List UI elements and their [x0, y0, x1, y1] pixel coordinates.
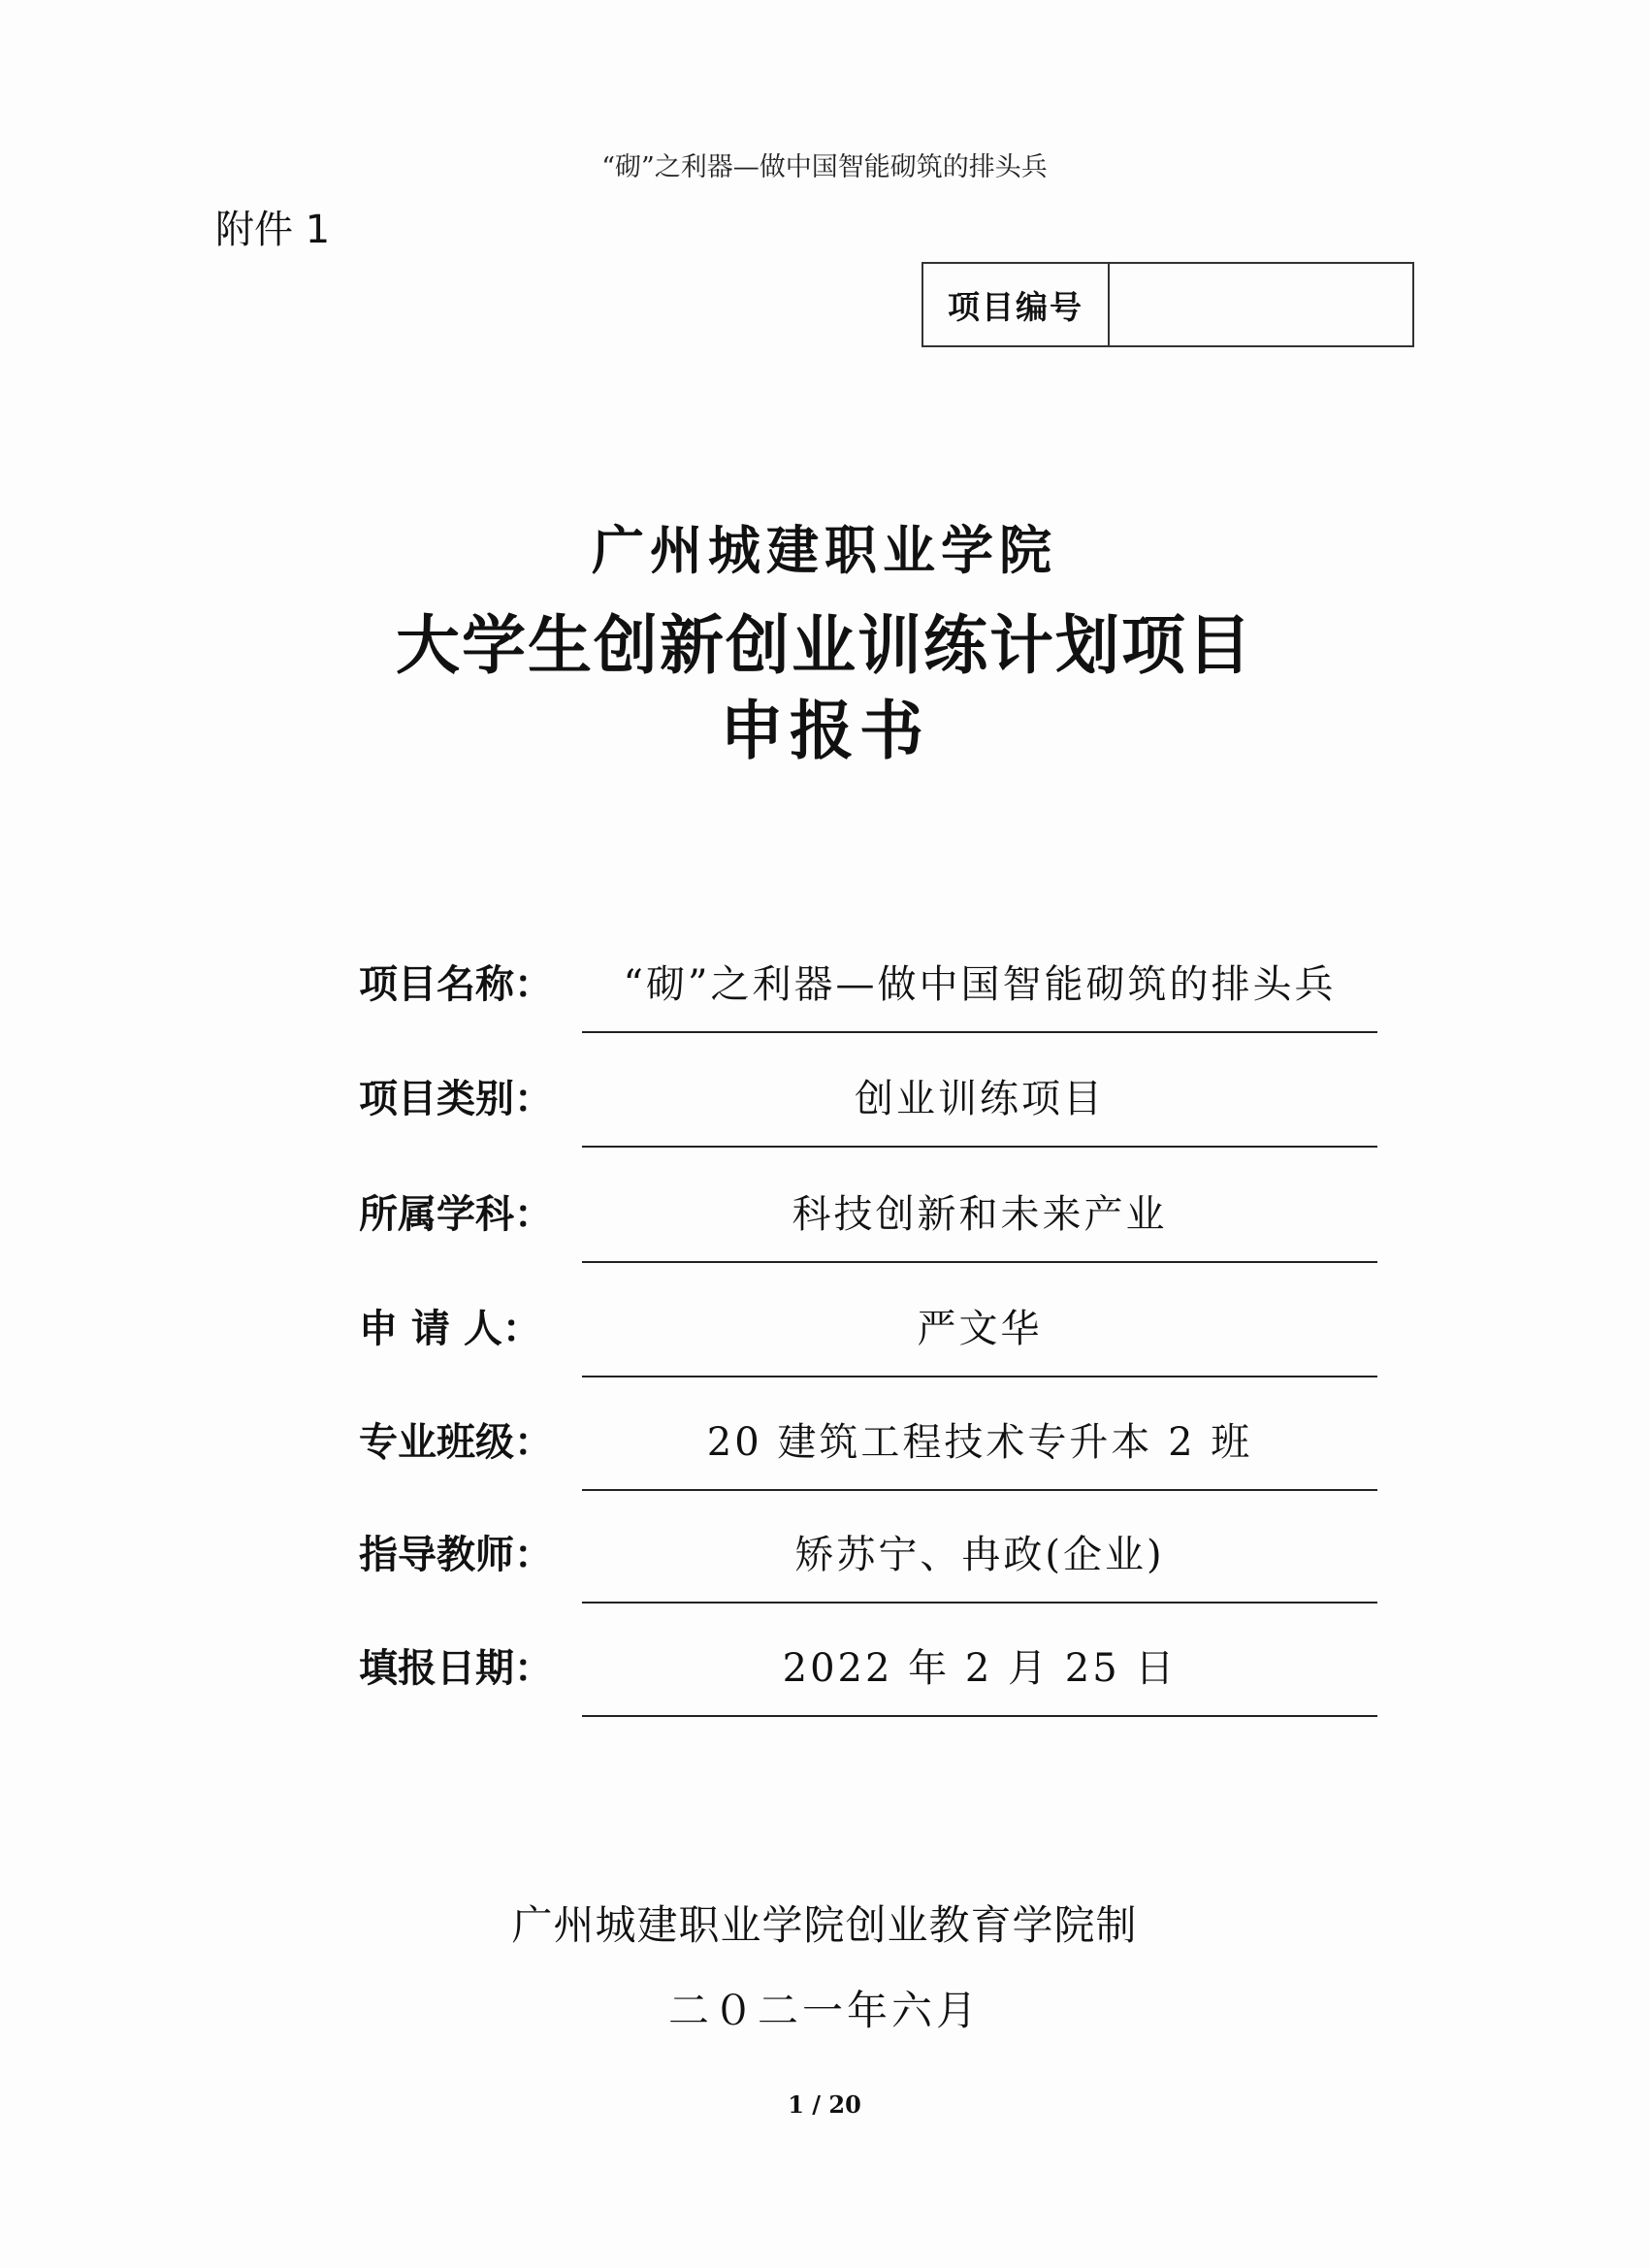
- field-underline: [582, 1376, 1377, 1377]
- field-underline: [582, 1031, 1377, 1033]
- field-value: 科技创新和未来产业: [792, 1192, 1168, 1237]
- field-value: 矫苏宁、冉政(企业): [794, 1533, 1165, 1577]
- issuing-organization: 广州城建职业学院创业教育学院制: [511, 1901, 1138, 1949]
- field-advisor: [359, 1526, 1377, 1604]
- field-discipline: [359, 1185, 1377, 1263]
- field-label: 专业班级：: [359, 1420, 553, 1465]
- field-underline: [582, 1489, 1377, 1491]
- field-value: 2022 年 2 月 25 日: [782, 1646, 1178, 1691]
- attachment-label: 附件 1: [215, 208, 331, 252]
- field-label: 项目名称：: [359, 962, 553, 1007]
- field-project-name: [359, 956, 1377, 1033]
- issue-date: 二０二一年六月: [667, 1987, 981, 2034]
- field-underline: [582, 1602, 1377, 1604]
- project-number-value: [1110, 264, 1412, 345]
- page-number: 1 / 20: [788, 2090, 861, 2119]
- document-subtitle: 申报书: [720, 694, 929, 768]
- field-label: 指导教师：: [359, 1533, 553, 1577]
- field-value: 20 建筑工程技术专升本 2 班: [706, 1420, 1253, 1465]
- field-major-class: [359, 1413, 1377, 1491]
- field-applicant: [359, 1300, 1377, 1377]
- field-project-category: [359, 1070, 1377, 1148]
- field-underline: [582, 1261, 1377, 1263]
- project-number-label: 项目编号: [923, 264, 1110, 345]
- field-underline: [582, 1715, 1377, 1717]
- field-value: 严文华: [917, 1307, 1043, 1351]
- running-header: “砌”之利器—做中国智能砌筑的排头兵: [601, 152, 1048, 182]
- field-filing-date: [359, 1639, 1377, 1717]
- field-label: 填报日期：: [359, 1646, 553, 1691]
- field-value: 创业训练项目: [855, 1077, 1105, 1121]
- field-label: 所属学科：: [359, 1192, 553, 1237]
- field-label: 项目类别：: [359, 1077, 553, 1121]
- field-label: 申 请 人：: [359, 1307, 541, 1351]
- field-value: “砌”之利器—做中国智能砌筑的排头兵: [623, 962, 1337, 1007]
- project-number-box: [922, 262, 1414, 347]
- document-title: 大学生创新创业训练计划项目: [396, 608, 1253, 683]
- field-underline: [582, 1146, 1377, 1148]
- school-name: 广州城建职业学院: [592, 519, 1057, 581]
